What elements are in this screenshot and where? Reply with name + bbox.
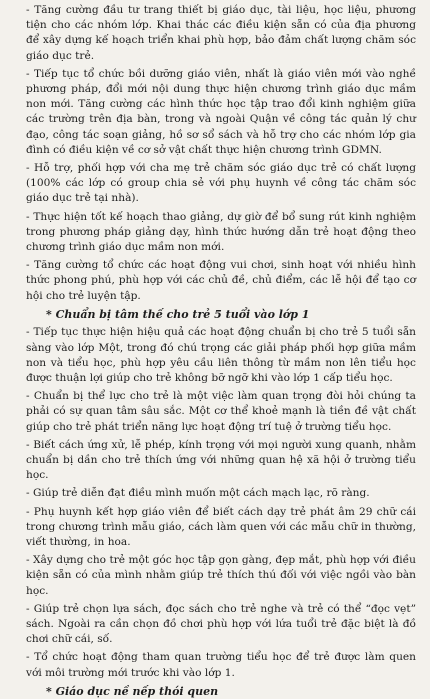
paragraph-study-corner: - Xây dựng cho trẻ một góc học tập gọn gàng, đẹp mắt, phù hợp với điều kiện sẵn có của mình nhằm giúp trẻ thích thú đối với việc ngồi vào bàn học. — [26, 554, 416, 597]
paragraph-alphabet: - Phụ huynh kết hợp giáo viên để biết cách dạy trẻ phát âm 29 chữ cái trong chương trình mẫu giáo, cách làm quen với các mẫu chữ in thường, viết thường, in hoa. — [26, 505, 416, 548]
paragraph-parent-support: - Hỗ trợ, phối hợp với cha mẹ trẻ chăm sóc giáo dục trẻ có chất lượng (100% các lớp có group chia sẻ với phụ huynh về công tác chăm sóc giáo dục trẻ tại nhà). — [26, 162, 416, 205]
paragraph-physical-readiness: - Chuẩn bị thể lực cho trẻ là một việc làm quan trọng đòi hỏi chúng ta phải có sự quan tâm sâu sắc. Một cơ thể khoẻ mạnh là tiền đề vật chất giúp cho trẻ phát triển năng lực hoạt động trí tuệ ở trường tiểu học. — [26, 390, 416, 433]
paragraph-expression: - Giúp trẻ diễn đạt điều mình muốn một cách mạch lạc, rõ ràng. — [26, 487, 370, 500]
section-heading-habits: * Giáo dục nề nếp thói quen — [46, 684, 219, 698]
paragraph-social-behavior: - Biết cách ứng xử, lễ phép, kính trọng với mọi người xung quanh, nhằm chuẩn bị dần cho trẻ thích ứng với những quan hệ xã hội ở trường tiểu học. — [26, 438, 416, 482]
paragraph-books-toys: - Giúp trẻ chọn lựa sách, đọc sách cho trẻ nghe và trẻ có thể “đọc vẹt” sách. Ngoài ra cần chọn đồ chơi phù hợp với lứa tuổi trẻ đặc biệt là đồ chơi chữ cái, số. — [26, 602, 416, 646]
paragraph-transition-activities: - Tiếp tục thực hiện hiệu quả các hoạt động chuẩn bị cho trẻ 5 tuổi sẵn sàng vào lớp Một, trong đó chú trọng các giải pháp phối hợp giữa mầm non và tiểu học, phù hợp yêu cầu liên thông từ mầm non lên tiểu học được thuận lợi giúp cho trẻ không bỡ ngỡ khi vào lớp 1 cấp tiểu học. — [26, 326, 416, 384]
paragraph-teacher-training: - Tiếp tục tổ chức bồi dưỡng giáo viên, nhất là giáo viên mới vào nghề phương pháp, đổi mới nội dung thực hiện chương trình giáo dục mầm non mới. Tăng cường các hình thức học tập trao đổi kinh nghiệm giữa các trường trên địa bàn, trong và ngoài Quận về công tác quản lý chư đạo, công tác soạn giảng, hồ sơ sổ sách và hỗ trợ cho các nhóm lớp gia đình có điều kiện về cơ sở vật chất thực hiện chương trình GDMN. — [26, 67, 416, 156]
paragraph-equipment: - Tăng cường đầu tư trang thiết bị giáo dục, tài liệu, học liệu, phương tiện cho các nhóm lớp. Khai thác các điều kiện sẵn có của địa phương để xây dựng kế hoạch triển khai phù hợp, bảo đảm chất lượng chăm sóc giáo dục trẻ. — [26, 4, 416, 62]
paragraph-lesson-observation: - Thực hiện tốt kế hoạch thao giảng, dự giờ để bổ sung rút kinh nghiệm trong phương pháp giảng dạy, hình thức hướng dẫn trẻ hoạt động theo chương trình giáo dục mầm non mới. — [26, 210, 416, 254]
paragraph-school-visit: - Tổ chức hoạt động tham quan trường tiểu học để trẻ được làm quen với môi trường mới trước khi vào lớp 1. — [26, 651, 416, 679]
paragraph-play-activities: - Tăng cường tổ chức các hoạt động vui chơi, sinh hoạt với nhiều hình thức phong phú, phù hợp với các chủ đề, chủ điểm, các lễ hội để tạo cơ hội cho trẻ luyện tập. — [26, 259, 416, 302]
section-heading-grade1-readiness: * Chuẩn bị tâm thế cho trẻ 5 tuổi vào lớp 1 — [46, 307, 310, 321]
